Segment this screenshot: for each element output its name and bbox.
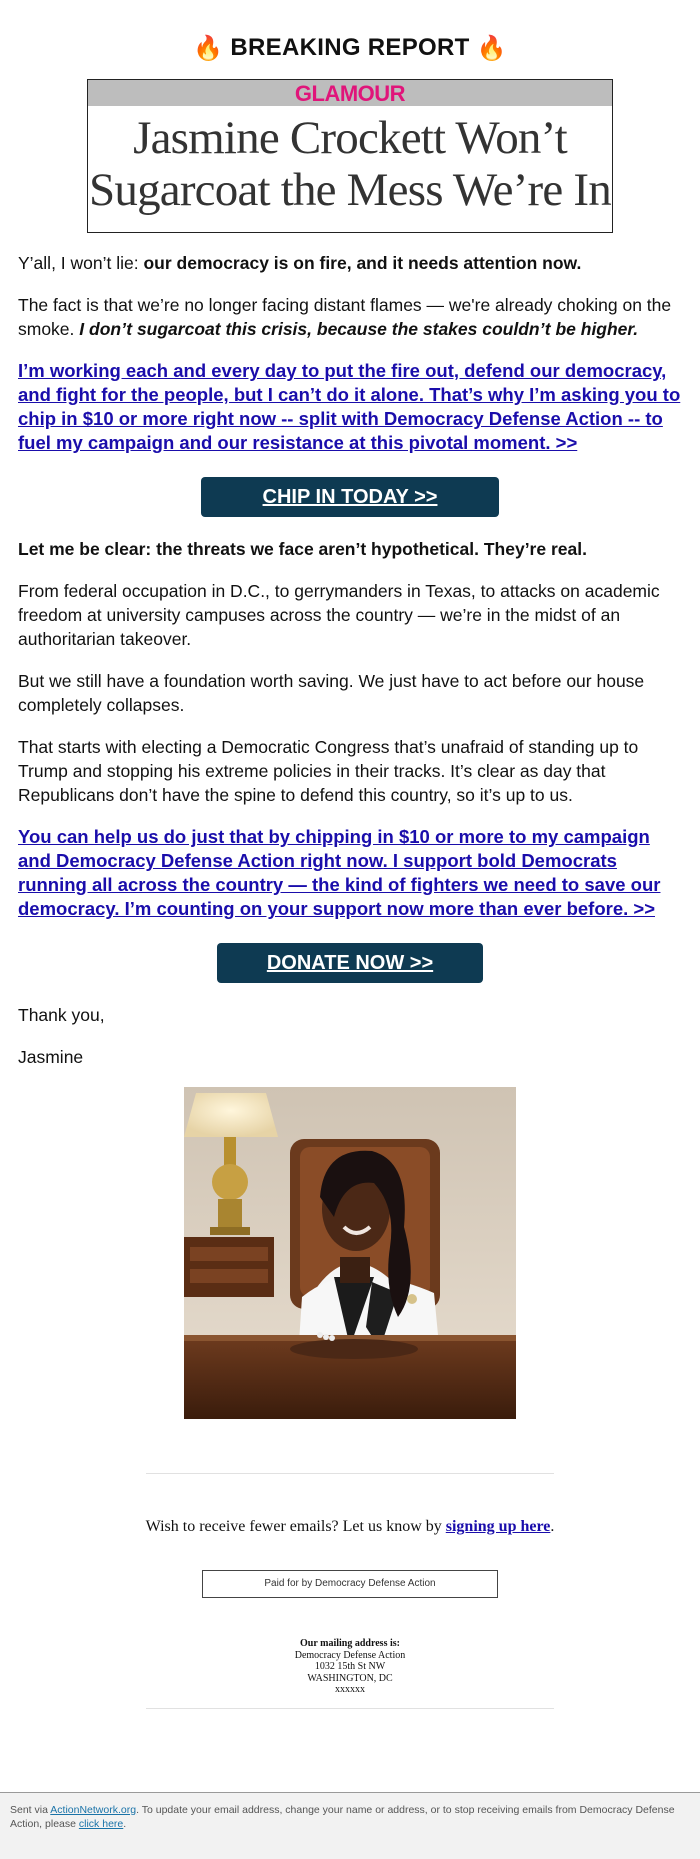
chip-in-button[interactable]: CHIP IN TODAY >> xyxy=(201,477,499,517)
footer-text: . xyxy=(123,1818,127,1830)
fewer-emails-text: Wish to receive fewer emails? Let us know by xyxy=(145,1518,446,1536)
address-heading: Our mailing address is: xyxy=(300,1638,400,1650)
header-title: BREAKING REPORT xyxy=(230,34,470,61)
paragraph-1 xyxy=(18,251,682,275)
paragraph-6: That starts with electing a Democratic Congress that’s unafraid of standing up to Trump and stopping his extreme policies in their tracks. It’s clear as day that Republicans don’t have the spine to defend this country, so it’s up to us. xyxy=(18,737,639,806)
fewer-emails-suffix: . xyxy=(550,1518,555,1536)
button-row-2 xyxy=(18,943,682,983)
paragraph-2-text: The fact is that we’re no longer facing distant flames — we're already choking on the smoke. xyxy=(18,295,672,340)
actionnetwork-link[interactable]: ActionNetwork.org xyxy=(50,1804,137,1816)
click-here-link[interactable]: click here xyxy=(78,1818,124,1830)
paragraph-5: But we still have a foundation worth saving. We just have to act before our house completely collapses. xyxy=(18,671,645,716)
signature: Jasmine xyxy=(18,1047,84,1068)
footer-text: Sent via xyxy=(10,1804,51,1816)
thanks-line: Thank you, xyxy=(18,1005,105,1026)
paragraph-3 xyxy=(18,537,682,561)
paragraph-2-bold-italic: I don’t sugarcoat this crisis, because the stakes couldn’t be higher. xyxy=(79,319,639,340)
donate-link-1[interactable]: I’m working each and every day to put the fire out, defend our democracy, and fight for the people, but I can’t do it alone. That’s why I’m asking you to chip in $10 or more right now -- split with Democracy Defense Action -- to fuel my campaign and our resistance at this pivotal moment. >> xyxy=(18,360,681,454)
paid-for-box: Paid for by Democracy Defense Action xyxy=(202,1570,498,1598)
portrait-illustration xyxy=(184,1087,516,1419)
address-line: xxxxxx xyxy=(335,1684,365,1696)
system-footer xyxy=(0,1792,700,1859)
signing-up-link[interactable]: signing up here xyxy=(445,1518,551,1536)
fire-icon: 🔥 xyxy=(193,35,224,63)
donate-now-button[interactable]: DONATE NOW >> xyxy=(217,943,483,983)
email-body xyxy=(0,34,700,1709)
hero-title-line-1: Jasmine Crockett Won’t xyxy=(133,112,567,165)
divider-top xyxy=(146,1473,554,1474)
donate-link-2[interactable]: You can help us do just that by chipping in $10 or more to my campaign and Democracy Defense Action right now. I support bold Democrats running all across the country — the kind of fighters we need to save our democracy. I’m counting on your support now more than ever before. >> xyxy=(18,826,661,920)
button-row-1 xyxy=(18,477,682,517)
paragraph-4: From federal occupation in D.C., to gerrymanders in Texas, to attacks on academic freedom at university campuses across the country — we’re in the midst of an authoritarian takeover. xyxy=(18,581,660,650)
paragraph-2 xyxy=(18,293,682,341)
address-line: Democracy Defense Action xyxy=(294,1649,406,1661)
paragraph-3-bold: Let me be clear: the threats we face aren’t hypothetical. They’re real. xyxy=(18,539,587,560)
breaking-report-header xyxy=(18,34,682,63)
portrait-photo[interactable] xyxy=(184,1087,516,1419)
hero-title xyxy=(88,112,612,216)
fewer-emails-line xyxy=(18,1518,682,1536)
glamour-logo: GLAMOUR xyxy=(294,81,406,107)
hero-title-line-2: Sugarcoat the Mess We’re In xyxy=(89,164,611,217)
fire-icon: 🔥 xyxy=(476,35,507,63)
hero-brand-band xyxy=(88,80,612,106)
address-line: 1032 15th St NW xyxy=(314,1661,386,1673)
paragraph-1-text: Y’all, I won’t lie: xyxy=(18,253,144,274)
mailing-address xyxy=(18,1638,682,1696)
footer-text: . To update your email address, change your name or address, or to stop receiving emails from Democracy Defense Action, please xyxy=(10,1804,675,1830)
divider-bottom xyxy=(146,1708,554,1709)
address-line: WASHINGTON, DC xyxy=(307,1672,393,1684)
paragraph-1-bold: our democracy is on fire, and it needs attention now. xyxy=(143,253,582,274)
glamour-headline-image[interactable] xyxy=(87,79,613,233)
